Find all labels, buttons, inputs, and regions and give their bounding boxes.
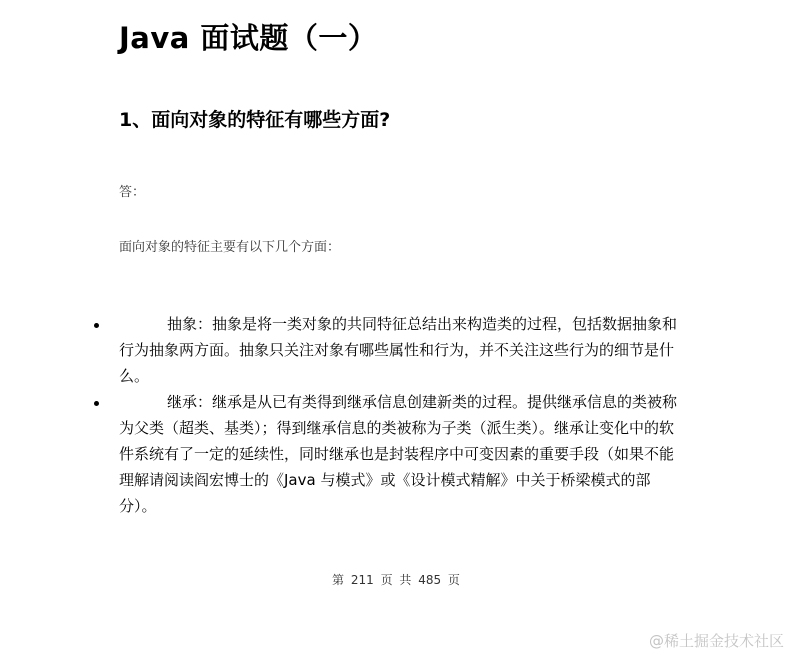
answer-label: 答： [119, 185, 146, 200]
list-item-text: 抽象：抽象是将一类对象的共同特征总结出来构造类的过程，包括数据抽象和行为抽象两方面。抽象只关注对象有哪些属性和行为，并不关注这些行为的细节是什么。 [119, 315, 678, 385]
page-number-footer: 第 211 页 共 485 页 [332, 573, 460, 587]
bullet-list [119, 311, 679, 519]
question-heading: 1、面向对象的特征有哪些方面? [119, 109, 391, 131]
list-item [119, 389, 679, 519]
list-item-text: 继承：继承是从已有类得到继承信息创建新类的过程。提供继承信息的类被称为父类（超类、基类）；得到继承信息的类被称为子类（派生类）。继承让变化中的软件系统有了一定的延续性，同时继承也是封装程序中可变因素的重要手段（如果不能理解请阅读阎宏博士的《Java 与模式》或《设计模式精解》中关于桥梁模式的部分）。 [119, 393, 678, 515]
list-item [119, 311, 679, 389]
watermark: @稀土掘金技术社区 [648, 632, 784, 650]
bullet-dot-icon [94, 401, 99, 406]
page-title: Java 面试题（一） [119, 21, 378, 55]
intro-paragraph: 面向对象的特征主要有以下几个方面： [119, 240, 341, 255]
bullet-dot-icon [94, 323, 99, 328]
